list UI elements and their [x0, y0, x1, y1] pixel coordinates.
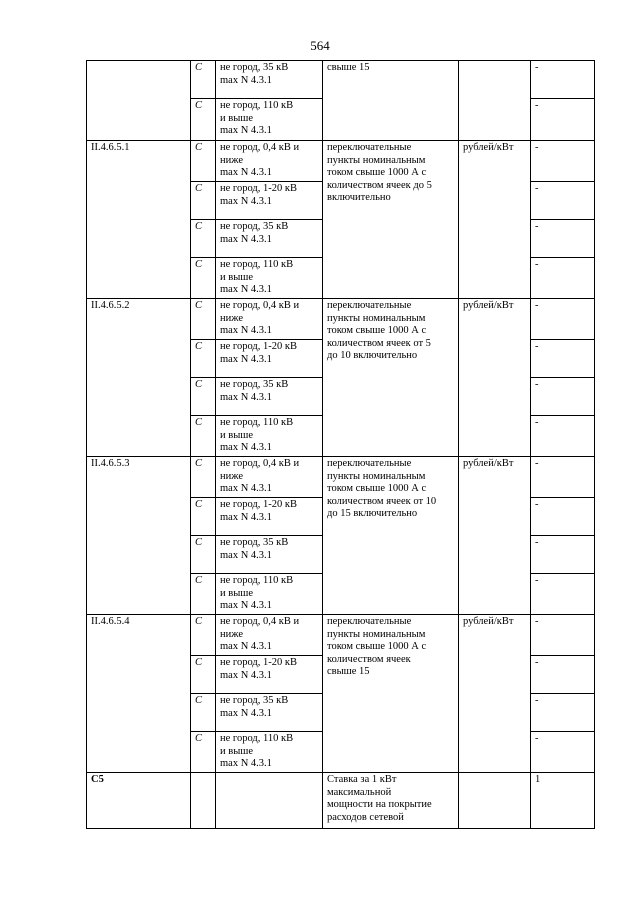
value-cell: - [531, 299, 595, 340]
value-cell: - [531, 378, 595, 416]
table-row [87, 141, 595, 182]
value-cell: - [531, 61, 595, 99]
table-row [87, 299, 595, 340]
name-cell: переключательные пункты номинальным током свыше 1000 А с количеством ячеек свыше 15 [323, 615, 459, 773]
value-cell: - [531, 694, 595, 732]
condition-cell: не город, 35 кВ max N 4.3.1 [216, 694, 323, 732]
tariff-table [86, 60, 595, 829]
value-cell: - [531, 656, 595, 694]
letter-cell: С [191, 574, 216, 615]
value-cell: - [531, 99, 595, 141]
value-cell: - [531, 416, 595, 457]
code-cell [87, 61, 191, 141]
letter-cell: С [191, 141, 216, 182]
table-row [87, 773, 595, 829]
code-cell: С5 [87, 773, 191, 829]
value-cell: - [531, 340, 595, 378]
condition-cell: не город, 0,4 кВ и ниже max N 4.3.1 [216, 457, 323, 498]
condition-cell: не город, 110 кВ и выше max N 4.3.1 [216, 99, 323, 141]
letter-cell: С [191, 378, 216, 416]
value-cell: - [531, 536, 595, 574]
condition-cell: не город, 1-20 кВ max N 4.3.1 [216, 340, 323, 378]
letter-cell: С [191, 99, 216, 141]
name-cell: переключательные пункты номинальным током свыше 1000 А с количеством ячеек от 10 до 15 включительно [323, 457, 459, 615]
condition-cell: не город, 110 кВ и выше max N 4.3.1 [216, 732, 323, 773]
condition-cell: не город, 0,4 кВ и ниже max N 4.3.1 [216, 615, 323, 656]
value-cell: - [531, 182, 595, 220]
unit-cell: рублей/кВт [459, 615, 531, 773]
condition-cell: не город, 1-20 кВ max N 4.3.1 [216, 656, 323, 694]
name-cell: свыше 15 [323, 61, 459, 141]
letter-cell: С [191, 694, 216, 732]
value-cell: 1 [531, 773, 595, 829]
condition-cell: не город, 35 кВ max N 4.3.1 [216, 220, 323, 258]
condition-cell: не город, 35 кВ max N 4.3.1 [216, 61, 323, 99]
condition-cell: не город, 110 кВ и выше max N 4.3.1 [216, 416, 323, 457]
condition-cell: не город, 110 кВ и выше max N 4.3.1 [216, 574, 323, 615]
letter-cell: С [191, 61, 216, 99]
letter-cell: С [191, 615, 216, 656]
page-number: 564 [310, 38, 330, 53]
table-row [87, 615, 595, 656]
unit-cell: рублей/кВт [459, 299, 531, 457]
table-row [87, 61, 595, 99]
unit-cell [459, 61, 531, 141]
condition-cell [216, 773, 323, 829]
condition-cell: не город, 1-20 кВ max N 4.3.1 [216, 182, 323, 220]
letter-cell: С [191, 299, 216, 340]
letter-cell: С [191, 498, 216, 536]
value-cell: - [531, 258, 595, 299]
code-cell: II.4.6.5.4 [87, 615, 191, 773]
letter-cell: С [191, 536, 216, 574]
code-cell: II.4.6.5.2 [87, 299, 191, 457]
condition-cell: не город, 1-20 кВ max N 4.3.1 [216, 498, 323, 536]
letter-cell: С [191, 416, 216, 457]
code-cell: II.4.6.5.1 [87, 141, 191, 299]
letter-cell: С [191, 457, 216, 498]
unit-cell: рублей/кВт [459, 457, 531, 615]
unit-cell: рублей/кВт [459, 141, 531, 299]
unit-cell [459, 773, 531, 829]
letter-cell: С [191, 220, 216, 258]
letter-cell [191, 773, 216, 829]
condition-cell: не город, 110 кВ и выше max N 4.3.1 [216, 258, 323, 299]
value-cell: - [531, 457, 595, 498]
value-cell: - [531, 615, 595, 656]
value-cell: - [531, 220, 595, 258]
letter-cell: С [191, 656, 216, 694]
name-cell: Ставка за 1 кВт максимальной мощности на покрытие расходов сетевой [323, 773, 459, 829]
value-cell: - [531, 141, 595, 182]
value-cell: - [531, 498, 595, 536]
name-cell: переключательные пункты номинальным током свыше 1000 А с количеством ячеек до 5 включительно [323, 141, 459, 299]
name-cell: переключательные пункты номинальным током свыше 1000 А с количеством ячеек от 5 до 10 включительно [323, 299, 459, 457]
condition-cell: не город, 35 кВ max N 4.3.1 [216, 378, 323, 416]
condition-cell: не город, 35 кВ max N 4.3.1 [216, 536, 323, 574]
value-cell: - [531, 732, 595, 773]
letter-cell: С [191, 732, 216, 773]
table-row [87, 457, 595, 498]
condition-cell: не город, 0,4 кВ и ниже max N 4.3.1 [216, 299, 323, 340]
letter-cell: С [191, 182, 216, 220]
code-cell: II.4.6.5.3 [87, 457, 191, 615]
value-cell: - [531, 574, 595, 615]
condition-cell: не город, 0,4 кВ и ниже max N 4.3.1 [216, 141, 323, 182]
letter-cell: С [191, 340, 216, 378]
letter-cell: С [191, 258, 216, 299]
